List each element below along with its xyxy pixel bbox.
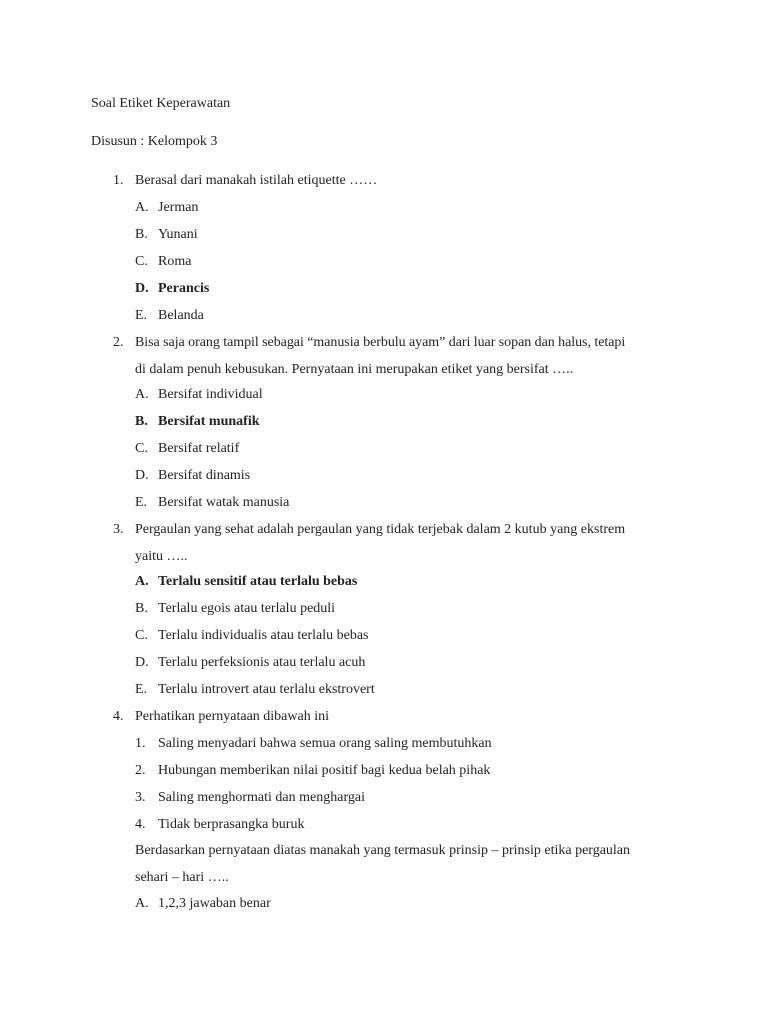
option-letter: E. (135, 308, 148, 323)
option-letter: C. (135, 441, 148, 456)
question-number: 4. (113, 709, 124, 724)
option-text: Yunani (158, 227, 198, 242)
option-letter: D. (135, 655, 149, 670)
option-text: Bersifat individual (158, 387, 263, 402)
option-text: Terlalu introvert atau terlalu ekstrovert (158, 682, 375, 697)
option-letter: B. (135, 601, 148, 616)
option-text: Terlalu egois atau terlalu peduli (158, 601, 336, 616)
question-text-cont: yaitu ….. (135, 549, 188, 564)
correct-option-text: Bersifat munafik (158, 414, 260, 429)
option-letter: C. (135, 628, 148, 643)
document-title: Soal Etiket Keperawatan (91, 96, 231, 111)
statement-text: Saling menghormati dan menghargai (158, 790, 365, 805)
statement-number: 2. (135, 763, 146, 778)
option-letter: E. (135, 495, 148, 510)
document-author: Disusun : Kelompok 3 (91, 134, 218, 149)
question-number: 2. (113, 335, 124, 350)
option-text: Terlalu individualis atau terlalu bebas (158, 628, 369, 643)
question-text: Berasal dari manakah istilah etiquette …… (135, 173, 378, 188)
correct-option-text: Terlalu sensitif atau terlalu bebas (158, 574, 358, 589)
option-text: Bersifat dinamis (158, 468, 251, 483)
option-letter: C. (135, 254, 148, 269)
option-letter: D. (135, 468, 149, 483)
question-text: Pergaulan yang sehat adalah pergaulan yang tidak terjebak dalam 2 kutub yang ekstrem (135, 522, 626, 537)
statement-number: 1. (135, 736, 146, 751)
correct-option-letter: D. (135, 281, 149, 296)
correct-option-letter: A. (135, 574, 149, 589)
question-prompt-cont: sehari – hari ….. (135, 870, 229, 885)
option-text: Bersifat watak manusia (158, 495, 290, 510)
question-number: 3. (113, 522, 124, 537)
option-letter: A. (135, 200, 149, 215)
statement-number: 4. (135, 817, 146, 832)
option-text: Belanda (158, 308, 204, 323)
option-text: Bersifat relatif (158, 441, 240, 456)
statement-text: Tidak berprasangka buruk (158, 817, 305, 832)
option-letter: A. (135, 387, 149, 402)
option-letter: B. (135, 227, 148, 242)
correct-option-text: Perancis (158, 281, 210, 296)
option-letter: A. (135, 896, 149, 911)
question-text: Bisa saja orang tampil sebagai “manusia berbulu ayam” dari luar sopan dan halus, tetapi (135, 335, 626, 350)
option-text: Jerman (158, 200, 199, 215)
option-text: 1,2,3 jawaban benar (158, 896, 271, 911)
question-number: 1. (113, 173, 124, 188)
question-text-cont: di dalam penuh kebusukan. Pernyataan ini merupakan etiket yang bersifat ….. (135, 362, 574, 377)
option-text: Roma (158, 254, 192, 269)
statement-number: 3. (135, 790, 146, 805)
question-text: Perhatikan pernyataan dibawah ini (135, 709, 329, 724)
statement-text: Saling menyadari bahwa semua orang saling membutuhkan (158, 736, 492, 751)
correct-option-letter: B. (135, 414, 148, 429)
option-text: Terlalu perfeksionis atau terlalu acuh (158, 655, 366, 670)
option-letter: E. (135, 682, 148, 697)
question-prompt: Berdasarkan pernyataan diatas manakah yang termasuk prinsip – prinsip etika pergaulan (135, 843, 631, 858)
statement-text: Hubungan memberikan nilai positif bagi kedua belah pihak (158, 763, 491, 778)
